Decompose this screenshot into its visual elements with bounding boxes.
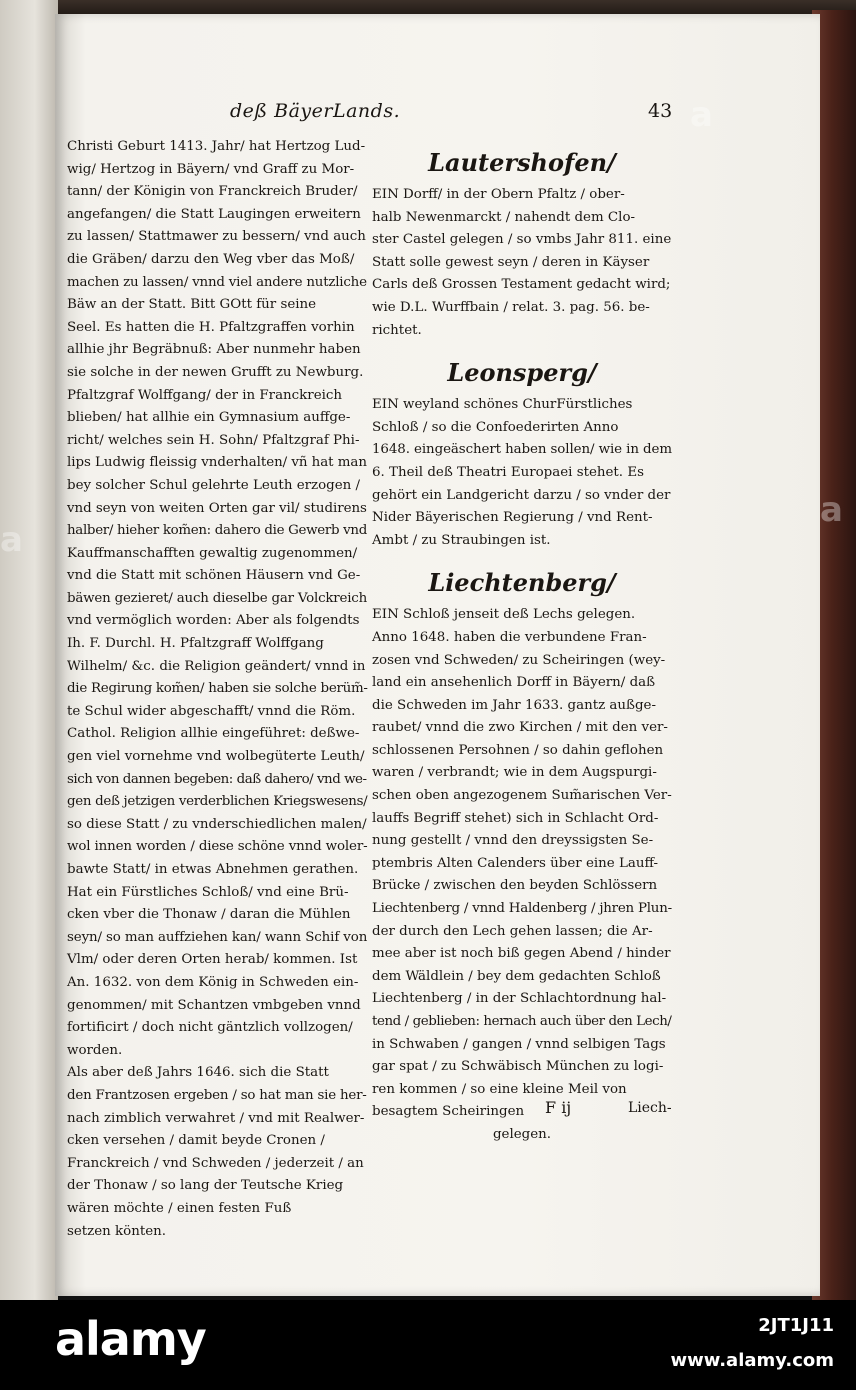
- text-line: Als aber deß Jahrs 1646. sich die Statt: [67, 1065, 329, 1081]
- text-line: die Gräben/ darzu den Weg vber das Moß/: [67, 251, 355, 267]
- text-line: zu lassen/ Stattmawer zu bessern/ vnd auch: [67, 229, 366, 245]
- text-line: Franckreich / vnd Schweden / jederzeit / an: [67, 1155, 364, 1171]
- ghost-watermark-icon: a: [690, 95, 713, 135]
- text-line: bey solcher Schul gelehrte Leuth erzogen /: [67, 477, 361, 493]
- text-line: setzen könten.: [67, 1223, 167, 1239]
- text-line: wären möchte / einen festen Fuß: [67, 1200, 292, 1216]
- section-heading: Leonsperg/: [447, 358, 597, 388]
- section-heading: Lautershofen/: [428, 148, 616, 177]
- text-line: besagtem Scheiringen: [372, 1104, 525, 1120]
- text-line: cken vber die Thonaw / daran die Mühlen: [67, 907, 351, 923]
- text-line: halb Newenmarckt / nahendt dem Clo-: [372, 209, 636, 225]
- text-line: so diese Statt / zu vnderschiedlichen malen/: [67, 816, 367, 832]
- text-line: die Schweden im Jahr 1633. gantz außge-: [372, 697, 657, 713]
- ghost-watermark-icon: a: [0, 520, 23, 560]
- text-line: lauffs Begriff stehet) sich in Schlacht Ord-: [372, 810, 659, 826]
- text-line: Christi Geburt 1413. Jahr/ hat Hertzog Lud-: [67, 139, 366, 154]
- text-line: gen viel vornehme vnd wolbegüterte Leuth/: [67, 749, 365, 765]
- text-line: gehört ein Landgericht darzu / so vnder der: [372, 487, 671, 503]
- text-line: der durch den Lech gehen lassen; die Ar-: [372, 923, 653, 939]
- section-heading: Liechtenberg/: [428, 568, 616, 598]
- text-line: halber/ hieher kom̃en: dahero die Gewerb vnd: [67, 523, 367, 539]
- ghost-watermark-icon: a: [820, 490, 843, 530]
- alamy-logo: alamy: [55, 1312, 206, 1366]
- text-line: Schloß / so die Confoederirten Anno: [372, 419, 619, 435]
- text-line: tann/ der Königin von Franckreich Bruder/: [67, 184, 358, 200]
- text-line: sie solche in der newen Grufft zu Newburg.: [67, 364, 364, 380]
- running-head: deß BäyerLands.: [230, 100, 401, 122]
- text-line: An. 1632. von dem König in Schweden ein-: [67, 974, 359, 990]
- text-line: nung gestellt / vnnd den dreyssigsten Se-: [372, 833, 654, 849]
- text-line: schen oben angezogenem Sum̃arischen Ver-: [372, 788, 672, 804]
- text-line: Statt solle gewest seyn / deren in Käyser: [372, 254, 650, 270]
- text-line: den Frantzosen ergeben / so hat man sie her-: [67, 1087, 367, 1103]
- text-line: Kauffmanschafften gewaltig zugenommen/: [67, 545, 358, 561]
- text-line: richtet.: [372, 322, 422, 338]
- signature-mark: F ij: [545, 1098, 572, 1117]
- text-line: gelegen.: [492, 1126, 552, 1142]
- text-line: wie D.L. Wurffbain / relat. 3. pag. 56. be-: [372, 299, 650, 315]
- text-line: die Regirung kom̃en/ haben sie solche berüm̃-: [67, 681, 368, 697]
- text-line: blieben/ hat allhie ein Gymnasium auffge-: [67, 410, 351, 426]
- text-line: 6. Theil deß Theatri Europaei stehet. Es: [372, 464, 644, 480]
- text-line: machen zu lassen/ vnnd viel andere nutzliche: [67, 274, 367, 290]
- text-line: raubet/ vnnd die zwo Kirchen / mit den ver-: [372, 720, 668, 736]
- watermark-url: www.alamy.com: [670, 1350, 834, 1371]
- text-line: Liechtenberg / in der Schlachtordnung hal-: [372, 991, 667, 1007]
- text-line: vnd die Statt mit schönen Häusern vnd Ge-: [67, 568, 361, 584]
- text-line: in Schwaben / gangen / vnnd selbigen Tags: [372, 1036, 666, 1052]
- text-line: allhie jhr Begräbnuß: Aber nunmehr haben: [67, 342, 361, 358]
- text-line: Brücke / zwischen den beyden Schlössern: [372, 878, 658, 894]
- text-line: schlossenen Persohnen / so dahin geflohen: [372, 742, 664, 758]
- left-column: [67, 136, 367, 1243]
- text-line: Liechtenberg / vnnd Haldenberg / jhren Plun-: [372, 901, 672, 917]
- text-line: gen deß jetzigen verderblichen Kriegswesens/: [67, 794, 368, 810]
- text-line: ptembris Alten Calenders über eine Lauff-: [372, 855, 659, 871]
- text-line: der Thonaw / so lang der Teutsche Krieg: [67, 1178, 344, 1194]
- text-line: worden.: [67, 1042, 123, 1058]
- text-line: dem Wäldlein / bey dem gedachten Schloß: [372, 968, 661, 984]
- text-line: gar spat / zu Schwäbisch München zu logi-: [372, 1059, 664, 1075]
- image-id: 2JT1J11: [758, 1315, 834, 1336]
- text-line: wol innen worden / diese schöne vnnd woler-: [67, 839, 368, 855]
- text-line: Ambt / zu Straubingen ist.: [372, 532, 551, 548]
- text-line: Cathol. Religion allhie eingeführet: deßwe-: [67, 726, 360, 742]
- text-line: vnd vermöglich worden: Aber als folgendts: [67, 613, 360, 629]
- text-line: seyn/ so man auffziehen kan/ wann Schif von: [67, 929, 368, 945]
- text-line: mee aber ist noch biß gegen Abend / hinder: [372, 946, 671, 962]
- text-line: 1648. eingeäschert haben sollen/ wie in dem: [372, 442, 672, 458]
- left-page-edge: [0, 0, 58, 1300]
- text-line: Seel. Es hatten die H. Pfaltzgraffen vorhin: [67, 319, 355, 335]
- text-line: ster Castel gelegen / so vmbs Jahr 811. eine: [372, 232, 672, 248]
- text-line: bawte Statt/ in etwas Abnehmen gerathen.: [67, 862, 359, 877]
- text-line: ren kommen / so eine kleine Meil von: [372, 1081, 627, 1097]
- text-line: Anno 1648. haben die verbundene Fran-: [372, 629, 647, 645]
- text-line: wig/ Hertzog in Bäyern/ vnd Graff zu Mor-: [67, 161, 355, 177]
- text-line: fortificirt / doch nicht gäntzlich vollzogen/: [67, 1020, 353, 1036]
- text-line: genommen/ mit Schantzen vmbgeben vnnd: [67, 997, 361, 1013]
- text-line: bäwen gezieret/ auch dieselbe gar Volckreich: [67, 590, 367, 606]
- text-line: vnd seyn von weiten Orten gar vil/ studirens: [67, 500, 367, 516]
- text-line: Nider Bäyerischen Regierung / vnd Rent-: [372, 510, 653, 526]
- text-line: nach zimblich verwahret / vnd mit Realwer-: [67, 1110, 365, 1126]
- text-line: Vlm/ oder deren Orten herab/ kommen. Ist: [67, 952, 358, 968]
- text-line: Wilhelm/ &c. die Religion geändert/ vnnd in: [67, 658, 366, 674]
- text-line: angefangen/ die Statt Laugingen erweitern: [67, 206, 361, 222]
- text-line: Hat ein Fürstliches Schloß/ vnd eine Brü-: [67, 884, 349, 900]
- text-line: te Schul wider abgeschafft/ vnnd die Röm.: [67, 703, 356, 719]
- text-line: EIN Dorff/ in der Obern Pfaltz / ober-: [372, 187, 625, 202]
- page-number: 43: [648, 100, 673, 122]
- text-line: tend / geblieben: hernach auch über den Lech/: [372, 1014, 672, 1029]
- text-line: cken versehen / damit beyde Cronen /: [67, 1133, 325, 1149]
- right-column: [372, 146, 672, 1147]
- text-line: richt/ welches sein H. Sohn/ Pfaltzgraf Phi-: [67, 432, 360, 448]
- catchword: Liech-: [628, 1100, 672, 1116]
- text-line: sich von dannen begeben: daß dahero/ vnd we-: [67, 771, 367, 787]
- text-line: Bäw an der Statt. Bitt GOtt für seine: [67, 297, 317, 313]
- text-line: zosen vnd Schweden/ zu Scheiringen (wey-: [372, 652, 666, 668]
- text-line: Ih. F. Durchl. H. Pfaltzgraff Wolffgang: [67, 636, 324, 652]
- text-line: lips Ludwig fleissig vnderhalten/ vñ hat man: [67, 455, 367, 471]
- text-line: EIN weyland schönes ChurFürstliches: [372, 397, 633, 413]
- text-line: land ein ansehenlich Dorff in Bäyern/ daß: [372, 675, 656, 691]
- text-line: EIN Schloß jenseit deß Lechs gelegen.: [372, 607, 636, 623]
- text-line: Pfaltzgraf Wolffgang/ der in Franckreich: [67, 387, 343, 403]
- text-line: Carls deß Grossen Testament gedacht wird;: [372, 277, 671, 293]
- text-line: waren / verbrandt; wie in dem Augspurgi-: [372, 765, 657, 781]
